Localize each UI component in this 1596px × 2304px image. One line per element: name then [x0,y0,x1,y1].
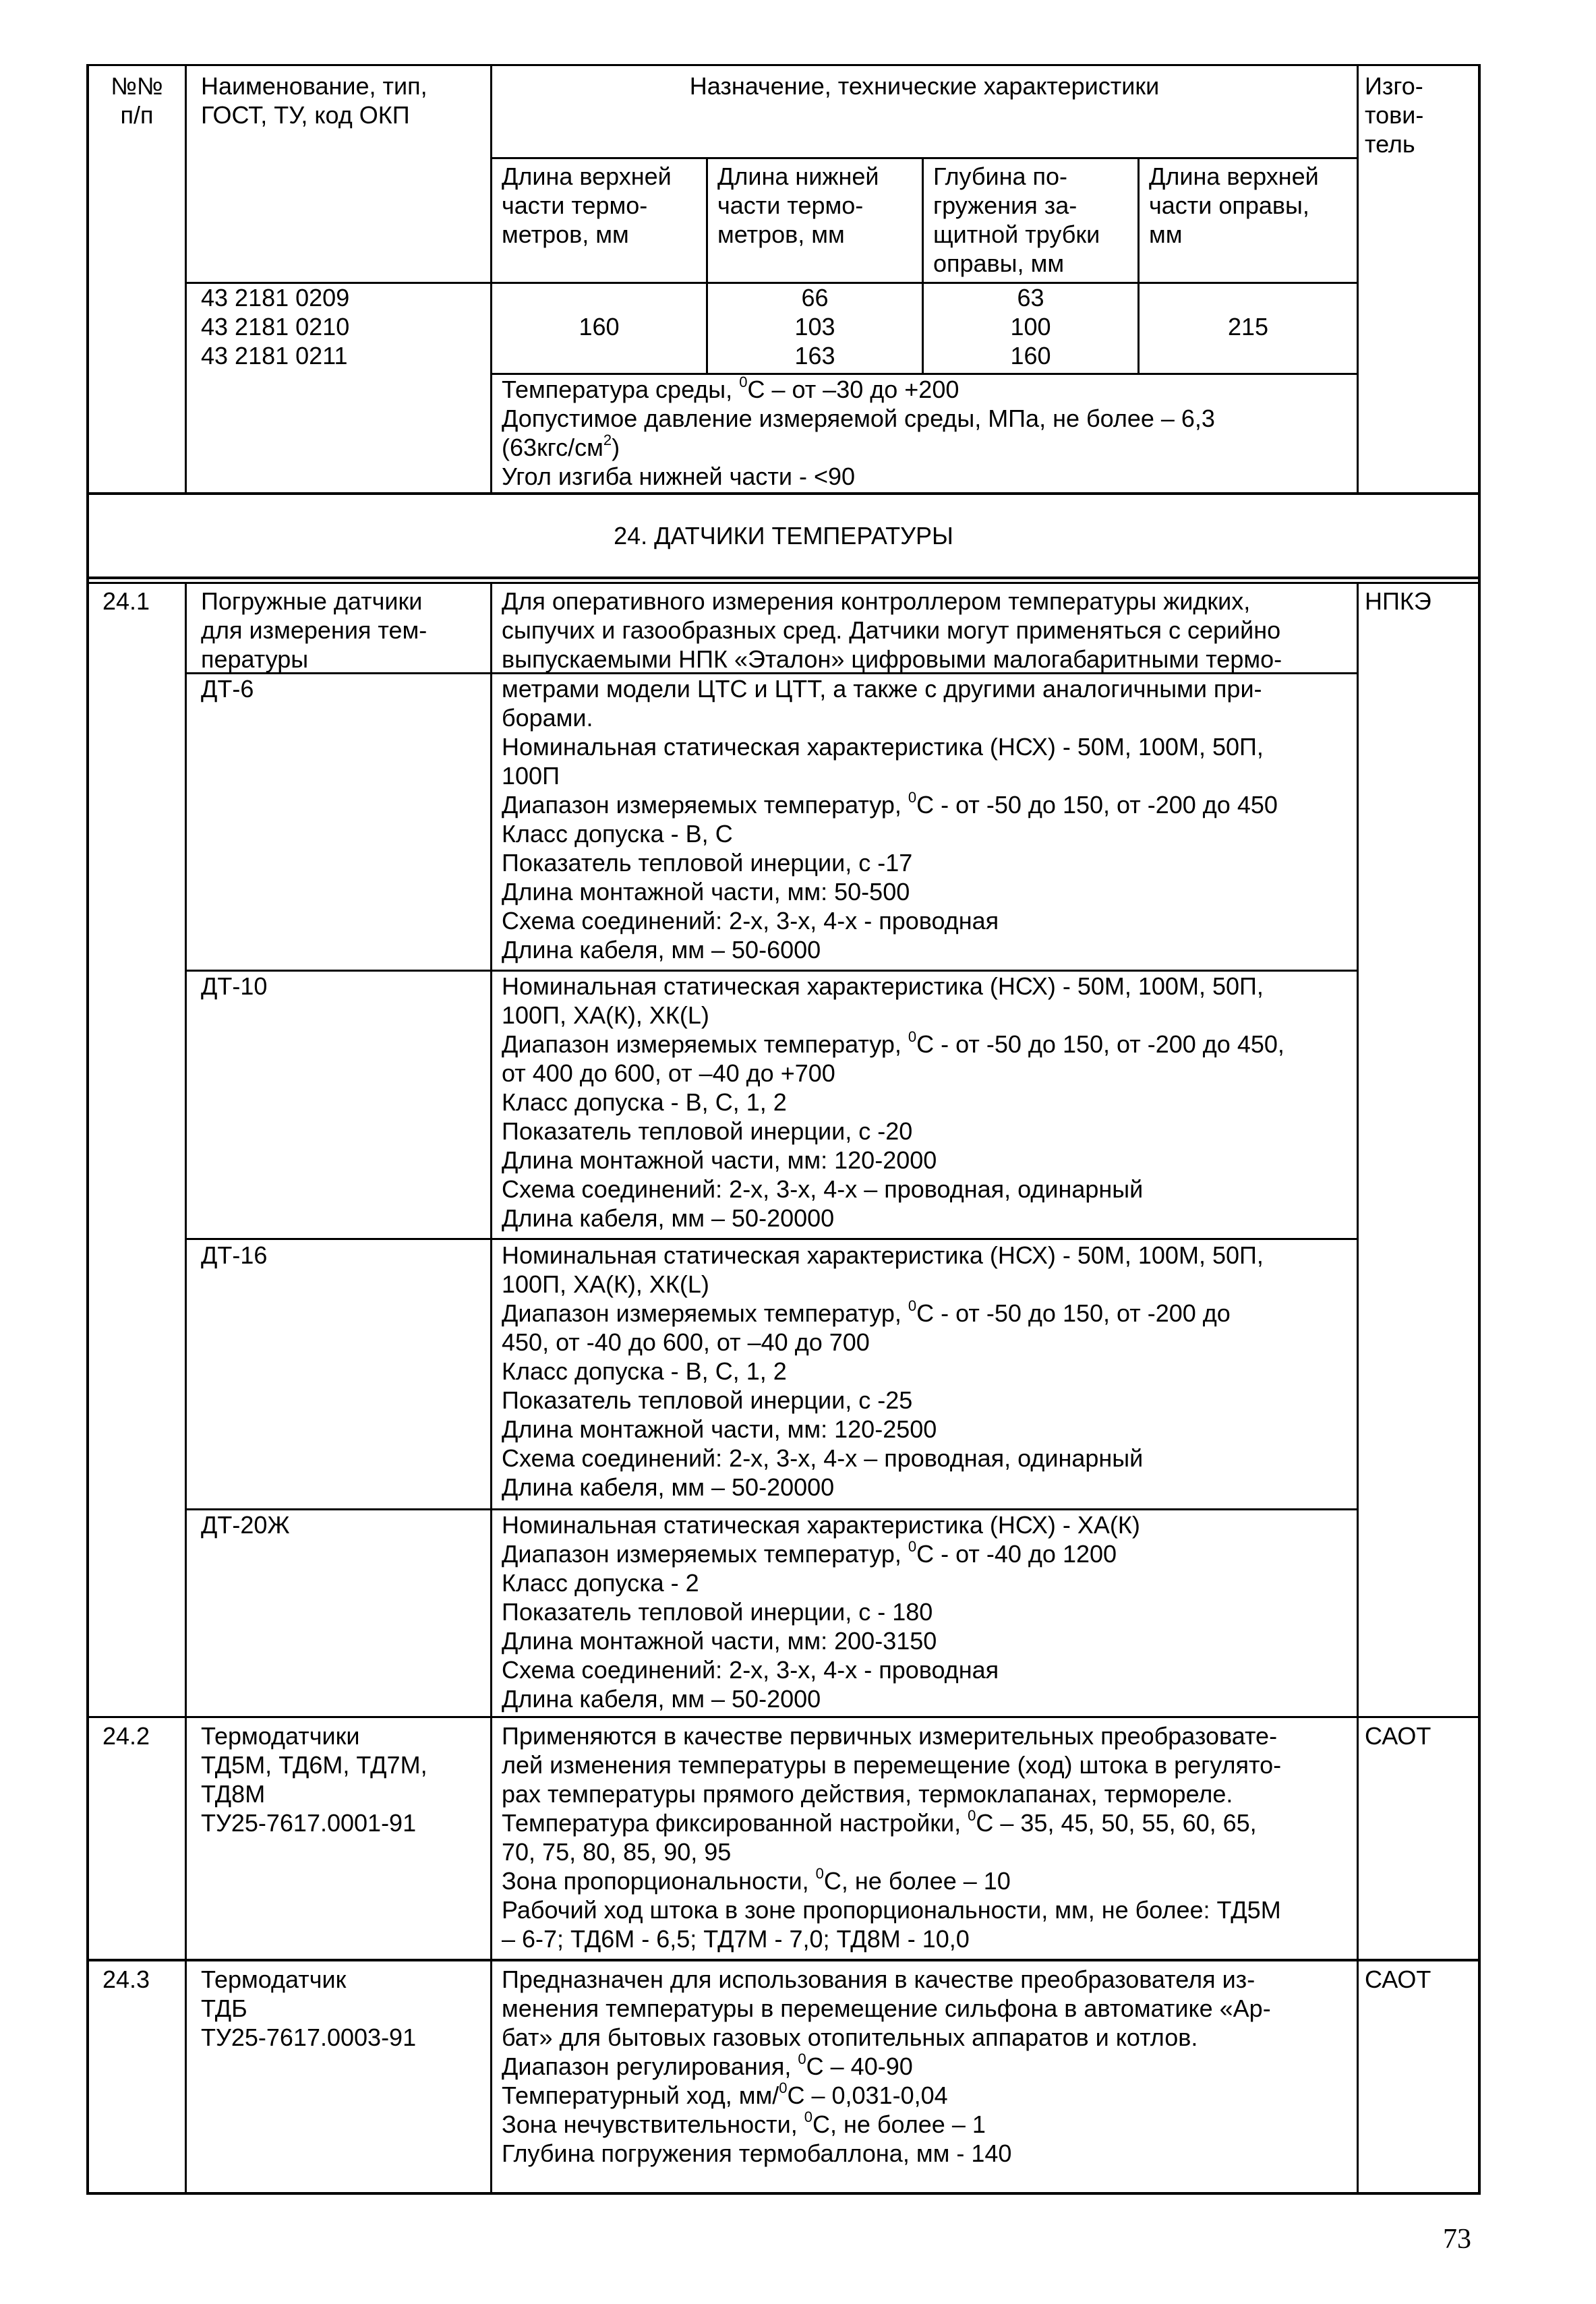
page-number: 73 [1443,2224,1471,2255]
header-sub-frame-length: Длина верхней части оправы, мм [1149,163,1319,248]
header-maker: тель [1365,130,1415,158]
model-label: ДТ-6 [201,675,254,703]
model-label: ДТ-16 [201,1241,268,1269]
model-specs: метрами модели ЦТС и ЦТТ, а также с другими аналогичными при- борами. Номинальная статическая характеристика (НСХ) - 50М, 100М, 50П, 100П Диапазон измеряемых температур, $^0$С - от -50 до 150, от -200 до 450 Класс допуска - В, С Показатель тепловой инерции, с -17 Длина монтажной части, мм: 50-500 Схема соединений: 2-х, 3-х, 4-х - проводная Длина кабеля, мм – 50-6000 [502,675,1278,964]
model-label: ДТ-20Ж [201,1511,290,1539]
top-notes: Температура среды, $^0$С – от –30 до +200 Допустимое давление измеряемой среды, МПа, не более – 6,3 $(63кгс/см^2)$ Угол изгиба нижней части - <90 [502,374,1215,490]
model-specs: Номинальная статическая характеристика (НСХ) - 50М, 100М, 50П, 100П, ХА(К), ХК(L) Диапазон измеряемых температур, $^0$С - от -50 до 150, от -200 до 450, от 400 до 600, от –40 до +700 Класс допуска - В, С, 1, 2 Показатель тепловой инерции, с -20 Длина монтажной части, мм: 120-2000 Схема соединений: 2-х, 3-х, 4-х – проводная, одинарный Длина кабеля, мм – 50-20000 [502,972,1284,1232]
depth-value: 100 [1010,313,1051,341]
okp-code: 43 2181 0209 [201,284,350,312]
header-maker: тови- [1365,101,1424,129]
header-sub-depth: Глубина по- гружения за- щитной трубки оправы, мм [933,163,1100,277]
row-description: Применяются в качестве первичных измерительных преобразовате- лей изменения температуры в перемещение (ход) штока в регулято- рах температуры прямого действия, термоклапанах, термореле. Температура фиксированной настройки, $^0$С – 35, 45, 50, 55, 60, 65, 70, 75, 80, 85, 90, 95 Зона пропорциональности, $^0$С, не более – 10 Рабочий ход штока в зоне пропорциональности, мм, не более: ТД5М – 6-7; ТД6М - 6,5; ТД7М - 7,0; ТД8М - 10,0 [502,1722,1282,1953]
row-name: для измерения тем- [201,616,427,644]
row-name: ТД8М [201,1780,266,1808]
header-num: п/п [120,101,154,129]
row-name: ТУ25-7617.0003-91 [201,2024,417,2051]
frame-length-value: 215 [1227,313,1269,341]
depth-value: 63 [1017,284,1044,312]
row-name: Погружные датчики [201,587,423,615]
section-title: 24. ДАТЧИКИ ТЕМПЕРАТУРЫ [614,522,953,550]
depth-value: 160 [1010,342,1051,370]
header-num: №№ [111,72,163,100]
header-name: ГОСТ, ТУ, код ОКП [201,101,410,129]
lower-length-value: 163 [794,342,835,370]
row-number: 24.2 [102,1722,150,1750]
header-purpose: Назначение, технические характеристики [689,72,1160,100]
row-name: Термодатчик [201,1966,347,1993]
row-maker: НПКЭ [1365,587,1431,615]
upper-length-value: 160 [579,313,620,341]
row-maker: САОТ [1365,1966,1431,1993]
header-sub-upper-length: Длина верхней части термо- метров, мм [502,163,672,248]
row-name: пературы [201,645,309,673]
row-number: 24.3 [102,1966,150,1993]
row-name: ТДБ [201,1995,247,2022]
header-maker: Изго- [1365,72,1423,100]
row-description: Предназначен для использования в качестве преобразователя из- менения температуры в перемещение сильфона в автоматике «Ар- бат» для бытовых газовых отопительных аппаратов и котлов. Диапазон регулирования, $^0$С – 40-90 Температурный ход, мм/$^0$С – 0,031-0,04 Зона нечувствительности, $^0$С, не более – 1 Глубина погружения термобаллона, мм - 140 [502,1966,1271,2167]
model-specs: Номинальная статическая характеристика (НСХ) - ХА(К) Диапазон измеряемых температур, $^0$С - от -40 до 1200 Класс допуска - 2 Показатель тепловой инерции, с - 180 Длина монтажной части, мм: 200-3150 Схема соединений: 2-х, 3-х, 4-х - проводная Длина кабеля, мм – 50-2000 [502,1511,1140,1713]
header-sub-lower-length: Длина нижней части термо- метров, мм [717,163,879,248]
row-name: ТУ25-7617.0001-91 [201,1809,417,1837]
lower-length-value: 103 [794,313,835,341]
lower-length-value: 66 [801,284,829,312]
row-name: Термодатчики [201,1722,360,1750]
okp-code: 43 2181 0210 [201,313,350,341]
row-number: 24.1 [102,587,150,615]
model-specs: Номинальная статическая характеристика (НСХ) - 50М, 100М, 50П, 100П, ХА(К), ХК(L) Диапазон измеряемых температур, $^0$С - от -50 до 150, от -200 до 450, от -40 до 600, от –40 до 700 Класс допуска - В, С, 1, 2 Показатель тепловой инерции, с -25 Длина монтажной части, мм: 120-2500 Схема соединений: 2-х, 3-х, 4-х – проводная, одинарный Длина кабеля, мм – 50-20000 [502,1241,1264,1501]
model-label: ДТ-10 [201,972,268,1000]
row-maker: САОТ [1365,1722,1431,1750]
header-name: Наименование, тип, [201,72,427,100]
okp-code: 43 2181 0211 [201,342,348,370]
row-description: Для оперативного измерения контроллером температуры жидких, сыпучих и газообразных сред. Датчики могут применяться с серийно выпускаемыми НПК «Эталон» цифровыми малогабаритными термо- [502,587,1282,673]
row-name: ТД5М, ТД6М, ТД7М, [201,1751,427,1779]
